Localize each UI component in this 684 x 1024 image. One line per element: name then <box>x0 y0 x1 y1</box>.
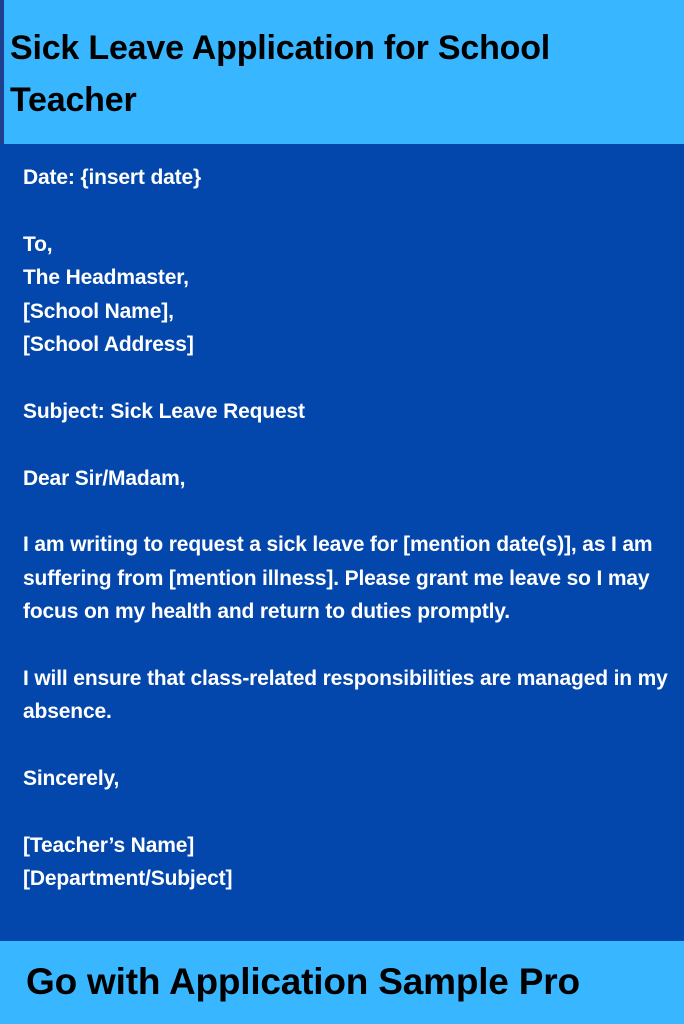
department-subject: [Department/Subject] <box>23 867 233 891</box>
footer-text: Go with Application Sample Pro <box>26 961 580 1002</box>
body-paragraph-1: I am writing to request a sick leave for [mention date(s)], as I am suffering from [mention illness]. Please grant me leave so I may focus on my health and return to duties promptly. <box>23 533 653 624</box>
spacer <box>23 194 673 227</box>
footer-banner <box>0 941 684 1024</box>
subject-line: Subject: Sick Leave Request <box>23 399 305 423</box>
closing: Sincerely, <box>23 767 120 791</box>
spacer <box>23 796 673 829</box>
spacer <box>23 428 673 461</box>
page-title: Sick Leave Application for School Teacher <box>10 29 551 119</box>
school-name: [School Name], <box>23 299 174 323</box>
header-banner <box>0 0 684 144</box>
body-paragraph-2: I will ensure that class-related responsibilities are managed in my absence. <box>23 667 668 724</box>
school-address: [School Address] <box>23 333 194 357</box>
spacer <box>23 361 673 394</box>
spacer <box>23 629 673 662</box>
spacer <box>23 495 673 528</box>
teacher-name: [Teacher’s Name] <box>23 834 195 858</box>
date-line: Date: {insert date} <box>23 166 202 189</box>
recipient-to: To, <box>23 232 53 256</box>
spacer <box>23 729 673 762</box>
recipient-title: The Headmaster, <box>23 266 189 290</box>
salutation: Dear Sir/Madam, <box>23 466 186 490</box>
letter-body <box>23 161 673 896</box>
